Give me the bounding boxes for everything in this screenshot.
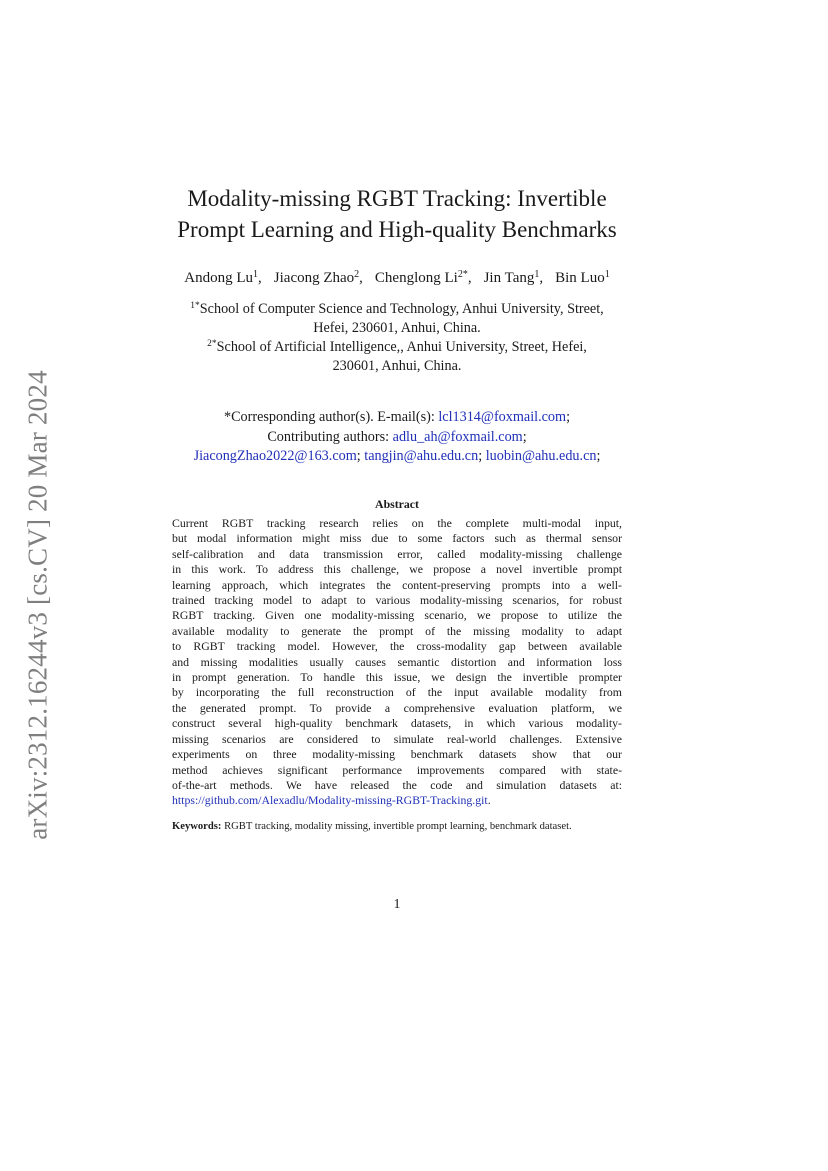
abstract-line: Current RGBT tracking research relies on the complete multi-modal input, xyxy=(172,516,622,530)
abstract-line: in prompt generation. To handle this issue, we design the invertible prompter xyxy=(172,670,622,685)
affiliation-text: School of Artificial Intelligence,, Anhui University, Street, Hefei, xyxy=(216,339,587,355)
affiliation-text: School of Computer Science and Technology, Anhui University, Street, xyxy=(199,301,604,317)
author-name: Andong Lu xyxy=(184,270,254,286)
author-list: Andong Lu$^1$, Jiacong Zhao$^2$, Chenglong $Li^{2*}$, Jin Tang$^1$, Bin Luo$^1$ xyxy=(184,269,610,286)
author-name: Chenglong Li xyxy=(374,270,458,286)
abstract-line: but modal information might miss due to some factors such as thermal sensor xyxy=(172,531,622,546)
abstract-line: in this work. To address this challenge, we propose a novel invertible prompt xyxy=(172,562,622,577)
author-affiliation-mark: 1 xyxy=(604,269,610,280)
abstract-line: experiments on three modality-missing benchmark datasets show that our xyxy=(172,747,622,762)
affiliation xyxy=(150,338,644,376)
author-name: Bin Luo xyxy=(555,270,605,286)
title-line: Modality-missing RGBT Tracking: Invertible xyxy=(187,186,607,211)
email-block xyxy=(100,408,694,467)
contributing-email-link[interactable]: luobin@ahu.edu.cn xyxy=(485,448,597,464)
author-name: Jiacong Zhao xyxy=(273,270,355,286)
corresponding-email-link[interactable]: lcl1314@foxmail.com xyxy=(438,409,567,425)
page-number: 1 xyxy=(393,897,401,912)
abstract-line: https://github.com/Alexadlu/Modality-missing-RGBT-Tracking.git. xyxy=(172,793,491,808)
abstract-line: construct several high-quality benchmark datasets, in which various modality- xyxy=(172,716,622,731)
abstract-line: RGBT tracking. Given one modality-missing scenario, we propose to utilize the xyxy=(172,608,622,623)
contributing-emails-line: JiacongZhao2022@163.com; tangjin@ahu.edu.cn; luobin@ahu.edu.cn; xyxy=(193,448,601,464)
abstract-line: the generated prompt. To provide a comprehensive evaluation platform, we xyxy=(172,700,622,715)
abstract-line: trained tracking model to adapt to various modality-missing scenarios, for robust xyxy=(172,593,622,608)
abstract-line: learning approach, which integrates the content-preserving prompts into a well- xyxy=(172,577,622,592)
corresponding-author-line: *Corresponding author(s). E-mail(s): lcl1314@foxmail.com; xyxy=(223,409,571,425)
abstract-line: available modality to generate the prompt of the missing modality to adapt xyxy=(172,623,622,638)
author-affiliation-mark: 1 xyxy=(253,269,259,280)
keywords-text: RGBT tracking, modality missing, invertible prompt learning, benchmark dataset. xyxy=(224,821,572,832)
abstract-line: to RGBT tracking model. However, the cross-modality gap between available xyxy=(172,639,622,654)
contributing-email-link[interactable]: JiacongZhao2022@163.com xyxy=(193,448,357,464)
affiliation xyxy=(150,300,644,338)
affiliation-line: 230601, Anhui, China. xyxy=(332,358,462,374)
affiliation-line xyxy=(150,300,644,319)
contributing-authors-line: Contributing authors: adlu_ah@foxmail.com; xyxy=(267,428,527,445)
abstract-heading: Abstract xyxy=(375,497,419,511)
author-affiliation-mark: 2 xyxy=(354,269,360,280)
abstract-line: method achieves significant performance improvements compared with state- xyxy=(172,762,622,777)
author-name: Jin Tang xyxy=(483,270,535,286)
abstract-line: self-calibration and data transmission error, called modality-missing challenge xyxy=(172,546,622,561)
abstract-line: by incorporating the full reconstruction of the input available modality from xyxy=(172,685,622,700)
affiliation-line xyxy=(150,338,644,357)
abstract-line: missing scenarios are considered to simulate real-world challenges. Extensive xyxy=(172,731,622,746)
paper-title xyxy=(100,183,694,245)
contributing-email-link[interactable]: tangjin@ahu.edu.cn xyxy=(364,448,479,464)
arxiv-identifier-text: arXiv:2312.16244v3 [cs.CV] 20 Mar 2024 xyxy=(22,370,53,840)
keywords-label: Keywords: xyxy=(172,821,222,832)
affiliation-mark: 1* xyxy=(190,301,200,311)
corresponding-label: *Corresponding author(s). E-mail(s): xyxy=(223,409,435,425)
abstract-text xyxy=(172,516,622,809)
abstract-line: of-the-art methods. We have released the code and simulation datasets at: xyxy=(172,777,622,792)
code-repository-link[interactable]: https://github.com/Alexadlu/Modality-missing-RGBT-Tracking.git xyxy=(172,793,488,808)
abstract-line: and missing modalities usually causes semantic distortion and information loss xyxy=(172,654,622,669)
title-line: Prompt Learning and High-quality Benchmarks xyxy=(177,217,617,242)
contributing-label: Contributing authors: xyxy=(267,428,390,445)
keywords xyxy=(172,820,622,834)
author-affiliation-mark: 1 xyxy=(534,269,540,280)
contributing-email-link[interactable]: adlu_ah@foxmail.com xyxy=(392,428,523,445)
affiliation-mark: 2* xyxy=(207,339,217,349)
author-affiliation-mark: 2* xyxy=(457,269,468,280)
affiliation-line: Hefei, 230601, Anhui, China. xyxy=(313,320,481,336)
